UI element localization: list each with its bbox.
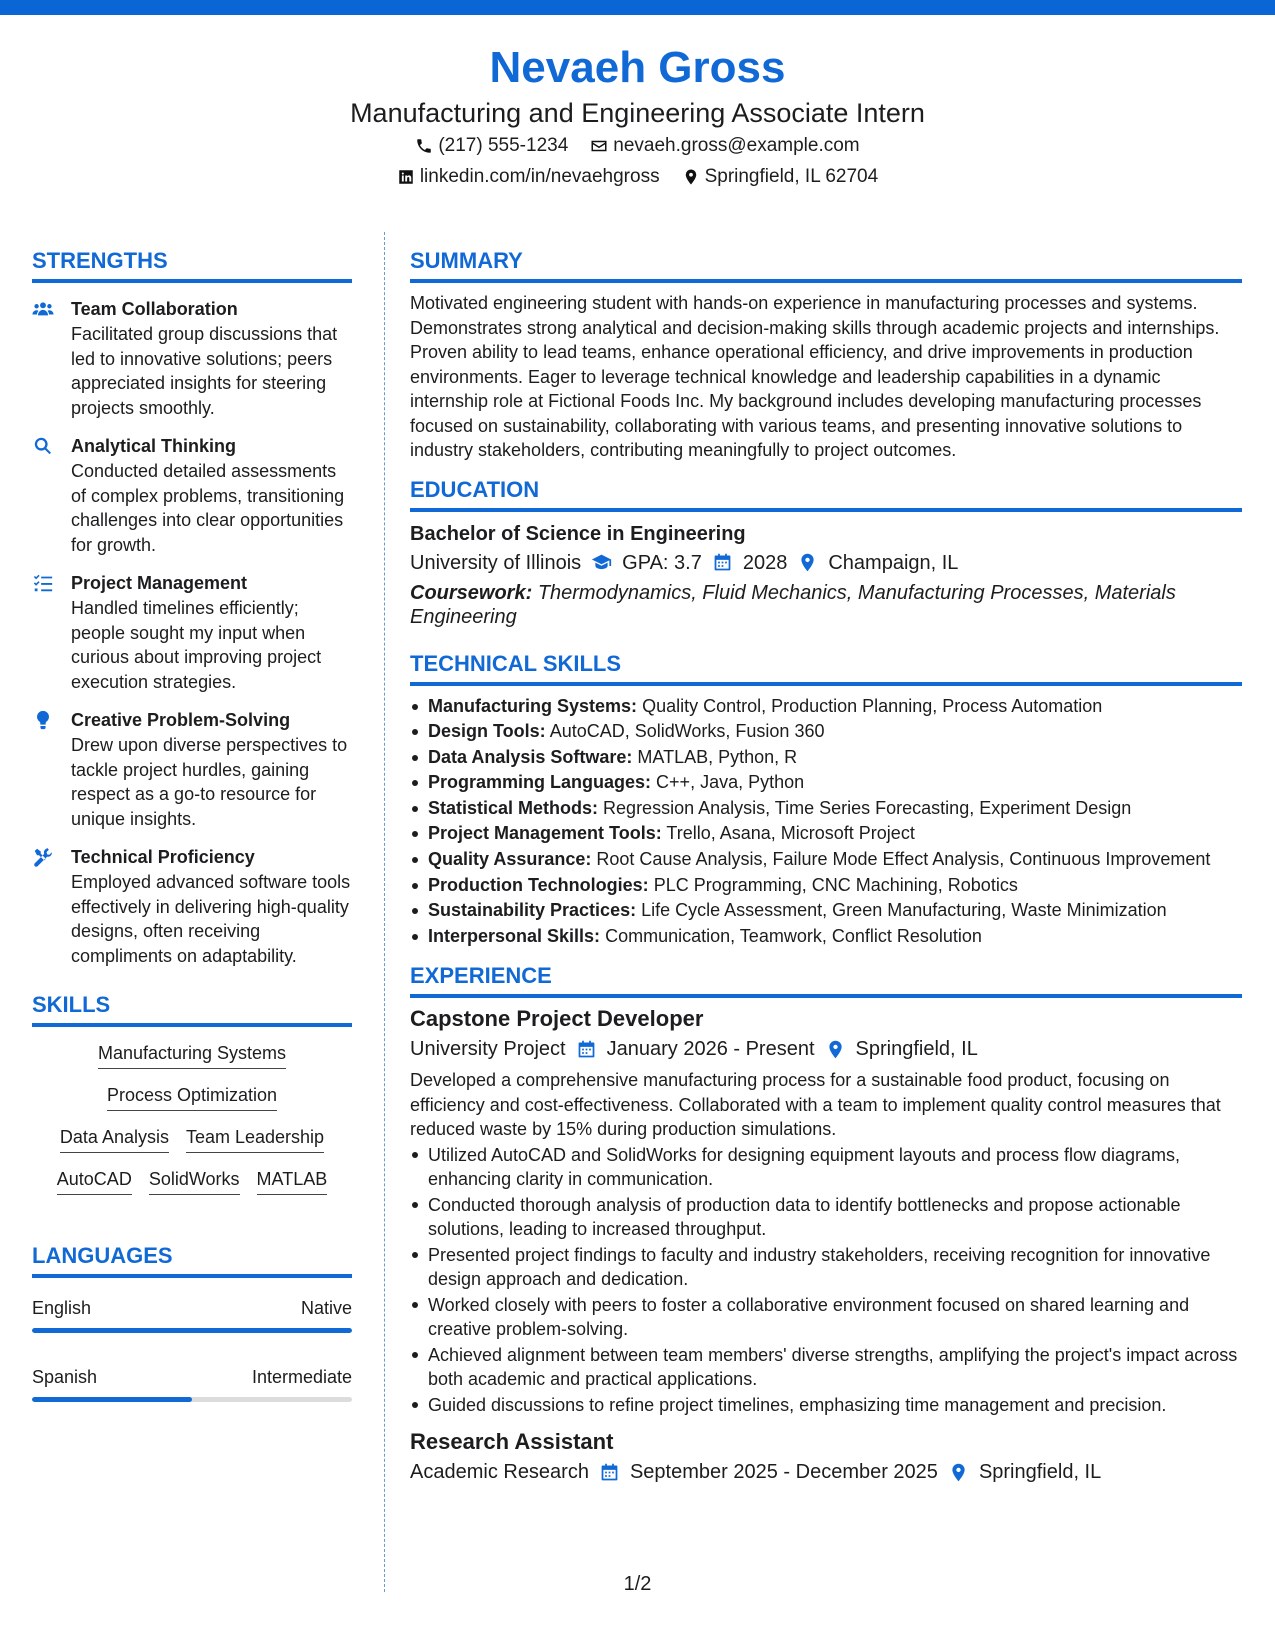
skills-heading: SKILLS: [32, 990, 352, 1027]
email-text: nevaeh.gross@example.com: [613, 135, 860, 156]
strength-item: [32, 297, 352, 420]
language-name: English: [32, 1298, 92, 1318]
technical-skills-heading: TECHNICAL SKILLS: [410, 649, 1242, 686]
skill-row: [60, 1125, 324, 1153]
lightbulb-icon: [32, 709, 56, 731]
job-org: Academic Research: [410, 1461, 589, 1484]
list-item: Conducted thorough analysis of production data to identify bottlenecks and propose actionable solutions, leading to increased throughput.: [410, 1193, 1242, 1242]
strength-desc: Handled timelines efficiently; people sought my input when curious about improving project execution strategies.: [71, 598, 322, 692]
skill-row: [107, 1083, 277, 1111]
strength-item: [32, 845, 352, 968]
skill-row: [57, 1167, 327, 1195]
skill-row: [98, 1041, 286, 1069]
map-pin-icon: [825, 1039, 846, 1060]
strength-desc: Facilitated group discussions that led to innovative solutions; peers appreciated insights for steering projects smoothly.: [71, 324, 338, 418]
users-icon: [32, 298, 56, 320]
calendar-icon: [599, 1462, 620, 1483]
language-bar: [32, 1397, 352, 1402]
list-check-icon: [32, 572, 56, 594]
map-pin-icon: [948, 1462, 969, 1483]
page-number: 1/2: [623, 1573, 652, 1595]
education-meta: [410, 548, 1242, 578]
job-meta: [410, 1457, 1242, 1487]
job-dates: January 2026 - Present: [606, 1038, 815, 1061]
job-meta: [410, 1034, 1242, 1064]
strength-item: [32, 708, 352, 831]
language-item: [32, 1365, 352, 1402]
contact-line-2: [0, 161, 1275, 192]
resume-header: [0, 40, 1275, 192]
education-heading: EDUCATION: [410, 475, 1242, 512]
search-icon: [32, 435, 56, 457]
phone-text: (217) 555-1234: [438, 135, 569, 156]
skill-chip: Team Leadership: [186, 1125, 324, 1153]
list-item: Quality Assurance: Root Cause Analysis, Failure Mode Effect Analysis, Continuous Improvement: [410, 847, 1242, 873]
envelope-icon: [590, 137, 608, 155]
strength-desc: Employed advanced software tools effectively in delivering high-quality designs, often receiving compliments on adaptability.: [71, 872, 351, 966]
candidate-role: Manufacturing and Engineering Associate Intern: [350, 98, 925, 128]
education-school: University of Illinois: [410, 551, 582, 574]
map-pin-icon: [682, 168, 700, 186]
list-item: Statistical Methods: Regression Analysis, Time Series Forecasting, Experiment Design: [410, 796, 1242, 822]
language-bar-fill: [32, 1328, 352, 1333]
strength-desc: Conducted detailed assessments of complex problems, transitioning challenges into clear opportunities for growth.: [71, 461, 345, 555]
list-item: Sustainability Practices: Life Cycle Assessment, Green Manufacturing, Waste Minimization: [410, 898, 1242, 924]
skill-chip: Data Analysis: [60, 1125, 169, 1153]
list-item: Guided discussions to refine project timelines, emphasizing time management and precision.: [410, 1393, 1242, 1418]
list-item: Worked closely with peers to foster a collaborative environment focused on shared learning and creative problem-solving.: [410, 1293, 1242, 1342]
location-contact: [682, 161, 879, 192]
language-bar: [32, 1328, 352, 1333]
strength-desc: Drew upon diverse perspectives to tackle project hurdles, gaining respect as a go-to resource for unique insights.: [71, 735, 348, 829]
education-year: 2028: [742, 551, 788, 574]
summary-heading: SUMMARY: [410, 246, 1242, 283]
skill-chip: Process Optimization: [107, 1083, 277, 1111]
location-text: Springfield, IL 62704: [704, 166, 879, 187]
education-gpa: GPA: 3.7: [622, 551, 702, 574]
job-location: Springfield, IL: [978, 1461, 1102, 1484]
phone-icon: [415, 137, 433, 155]
list-item: Programming Languages: C++, Java, Python: [410, 770, 1242, 796]
email-contact[interactable]: [590, 130, 859, 161]
list-item: Achieved alignment between team members' diverse strengths, amplifying the project's impact across both academic and practical applications.: [410, 1343, 1242, 1392]
list-item: Data Analysis Software: MATLAB, Python, R: [410, 745, 1242, 771]
linkedin-text: linkedin.com/in/nevaehgross: [419, 166, 660, 187]
skill-chip: Manufacturing Systems: [98, 1041, 286, 1069]
list-item: Presented project findings to faculty and industry stakeholders, receiving recognition for innovative design approach and dedication.: [410, 1243, 1242, 1292]
language-bar-fill: [32, 1397, 192, 1402]
skill-chip: AutoCAD: [57, 1167, 132, 1195]
strength-item: [32, 571, 352, 694]
job-bullets: [410, 1143, 1242, 1418]
education-location: Champaign, IL: [828, 551, 959, 574]
list-item: Manufacturing Systems: Quality Control, Production Planning, Process Automation: [410, 694, 1242, 720]
right-column: [410, 246, 1242, 1487]
coursework-label: Coursework:: [410, 581, 533, 604]
strength-title: Technical Proficiency: [71, 847, 255, 867]
job-title: Research Assistant: [410, 1429, 614, 1455]
job-entry: [410, 1427, 1242, 1487]
education-degree: Bachelor of Science in Engineering: [410, 522, 746, 545]
language-level: Native: [300, 1298, 352, 1318]
job-dates: September 2025 - December 2025: [629, 1461, 938, 1484]
summary-text: Motivated engineering student with hands-on experience in manufacturing processes and systems. Demonstrates strong analytical and decision-making skills through academic projects and internships. Proven ability to lead teams, enhance operational efficiency, and drive improvements in production environments. Eager to leverage technical knowledge and leadership capabilities in a dynamic internship role at Fictional Foods Inc. My background includes developing manufacturing processes focused on sustainability, collaborating with various teams, and presenting innovative solutions to industry stakeholders, contributing meaningfully to project outcomes.: [410, 293, 1220, 460]
job-title: Capstone Project Developer: [410, 1006, 704, 1032]
column-divider: [384, 232, 385, 1592]
calendar-icon: [576, 1039, 597, 1060]
job-location: Springfield, IL: [855, 1038, 978, 1061]
experience-heading: EXPERIENCE: [410, 961, 1242, 998]
skill-chip: SolidWorks: [149, 1167, 240, 1195]
list-item: Production Technologies: PLC Programming, CNC Machining, Robotics: [410, 873, 1242, 899]
contact-line-1: [0, 130, 1275, 161]
strengths-list: [32, 297, 352, 968]
job-org: University Project: [410, 1038, 566, 1061]
education-coursework: [410, 581, 1242, 629]
technical-skills-list: [410, 694, 1242, 950]
strength-item: [32, 434, 352, 557]
list-item: Utilized AutoCAD and SolidWorks for designing equipment layouts and process flow diagrams, enhancing clarity in communication.: [410, 1143, 1242, 1192]
language-level: Intermediate: [251, 1367, 352, 1387]
phone-contact[interactable]: [415, 130, 568, 161]
linkedin-icon: [397, 168, 415, 186]
graduation-cap-icon: [591, 552, 612, 573]
map-pin-icon: [797, 552, 818, 573]
job-entry: [410, 1004, 1242, 1417]
left-column: [32, 246, 352, 1402]
skill-chip: MATLAB: [257, 1167, 328, 1195]
strength-title: Analytical Thinking: [71, 436, 237, 456]
calendar-icon: [712, 552, 733, 573]
strength-title: Creative Problem-Solving: [71, 710, 291, 730]
language-item: [32, 1296, 352, 1333]
strengths-heading: STRENGTHS: [32, 246, 352, 283]
list-item: Interpersonal Skills: Communication, Teamwork, Conflict Resolution: [410, 924, 1242, 950]
job-summary: Developed a comprehensive manufacturing process for a sustainable food product, focusing on efficiency and cost-effectiveness. Collaborated with a team to implement quality control measures that reduced waste by 15% during production simulations.: [410, 1070, 1221, 1140]
strength-title: Project Management: [71, 573, 248, 593]
linkedin-contact[interactable]: [397, 161, 660, 192]
coursework-list: Thermodynamics, Fluid Mechanics, Manufacturing Processes, Materials Engineering: [410, 581, 1176, 628]
candidate-name: Nevaeh Gross: [489, 43, 786, 92]
tools-icon: [32, 846, 56, 868]
list-item: Project Management Tools: Trello, Asana, Microsoft Project: [410, 821, 1242, 847]
strength-title: Team Collaboration: [71, 299, 238, 319]
top-accent-bar: [0, 0, 1275, 15]
list-item: Design Tools: AutoCAD, SolidWorks, Fusion 360: [410, 719, 1242, 745]
language-name: Spanish: [32, 1367, 98, 1387]
languages-heading: LANGUAGES: [32, 1241, 352, 1278]
skills-chips: [32, 1041, 352, 1195]
